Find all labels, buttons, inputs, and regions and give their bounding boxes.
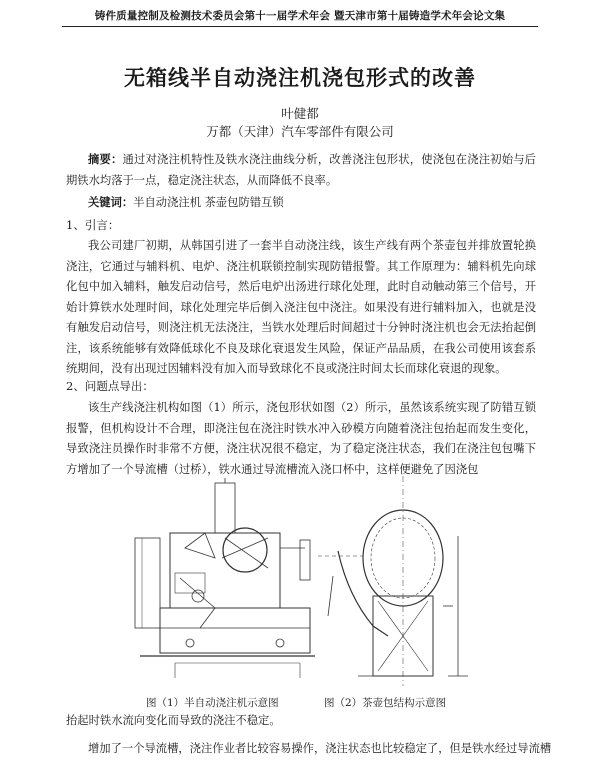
section2-body: 该生产线浇注机构如图（1）所示，浇包形状如图（2）所示，虽然该系统实现了防错互锁报警，但机构设计不合理，即浇注包在浇注时铁水冲入砂模方向随着浇注包抬起而发生变化，导致浇注员操作时非常不方便，浇注状况很不稳定，为了稳定浇注状态，我们在浇注包包嘴下方增加了一个导流槽（过桥），铁水通过导流槽流入浇口杯中，这样便避免了因浇包 xyxy=(66,401,536,476)
abstract xyxy=(66,150,536,191)
header-rule xyxy=(62,26,538,27)
keywords-text: 半自动浇注机 茶壶包防错互锁 xyxy=(133,196,284,209)
keywords-label: 关键词： xyxy=(88,196,134,209)
paper-title: 无箱线半自动浇注机浇包形式的改善 xyxy=(124,66,476,90)
section1-body: 我公司建厂初期，从韩国引进了一套半自动浇注线，该生产线有两个茶壶包并排放置轮换浇注，它通过与辅料机、电炉、浇注机联锁控制实现防错报警。其工作原理为：辅料机先向球化包中加入辅料，触发启动信号，然后电炉出汤进行球化处理，此时自动触动第三个信号，开始计算铁水处理时间，球化处理完毕后倒入浇注包中浇注。如果没有进行辅料加入，也就是没有触发启动信号，则浇注机无法浇注，当铁水处理后时间超过十分钟时浇注机也会无法抬起倒注，该系统能够有效降低球化不良及球化衰退发生风险，保证产品品质，在我公司使用该套系统期间，没有出现过因辅料没有加入而导致球化不良或浇注时间太长而球化衰退的现象。 xyxy=(66,239,536,375)
figure-2-teapot-ladle xyxy=(318,476,468,686)
figure-1-caption: 图（1）半自动浇注机示意图 xyxy=(146,697,279,709)
keywords xyxy=(66,193,536,214)
abstract-label: 摘要： xyxy=(88,153,123,166)
figure-2-caption: 图（2）茶壶包结构示意图 xyxy=(324,697,447,709)
section2-heading: 2、问题点导出： xyxy=(66,379,154,393)
section1-heading: 1、引言： xyxy=(66,218,120,232)
proceedings-header: 铸件质量控制及检测技术委员会第十一届学术年会 暨天津市第十届铸造学术年会论文集 xyxy=(94,10,506,22)
author: 叶健都 xyxy=(281,106,319,121)
affiliation: 万都（天津）汽车零部件有限公司 xyxy=(206,124,394,139)
figure-1-pouring-machine xyxy=(130,478,320,688)
abstract-text: 通过对浇注机特性及铁水浇注曲线分析，改善浇注包形状，使浇包在浇注初始与后期铁水均落于一点，稳定浇注状态，从而降低不良率。 xyxy=(66,153,536,187)
last-line: 增加了一个导流槽，浇注作业者比较容易操作，浇注状态也比较稳定了，但是铁水经过导流槽 xyxy=(88,742,552,755)
after-figure-line: 抬起时铁水流向变化而导致的浇注不稳定。 xyxy=(66,714,281,727)
